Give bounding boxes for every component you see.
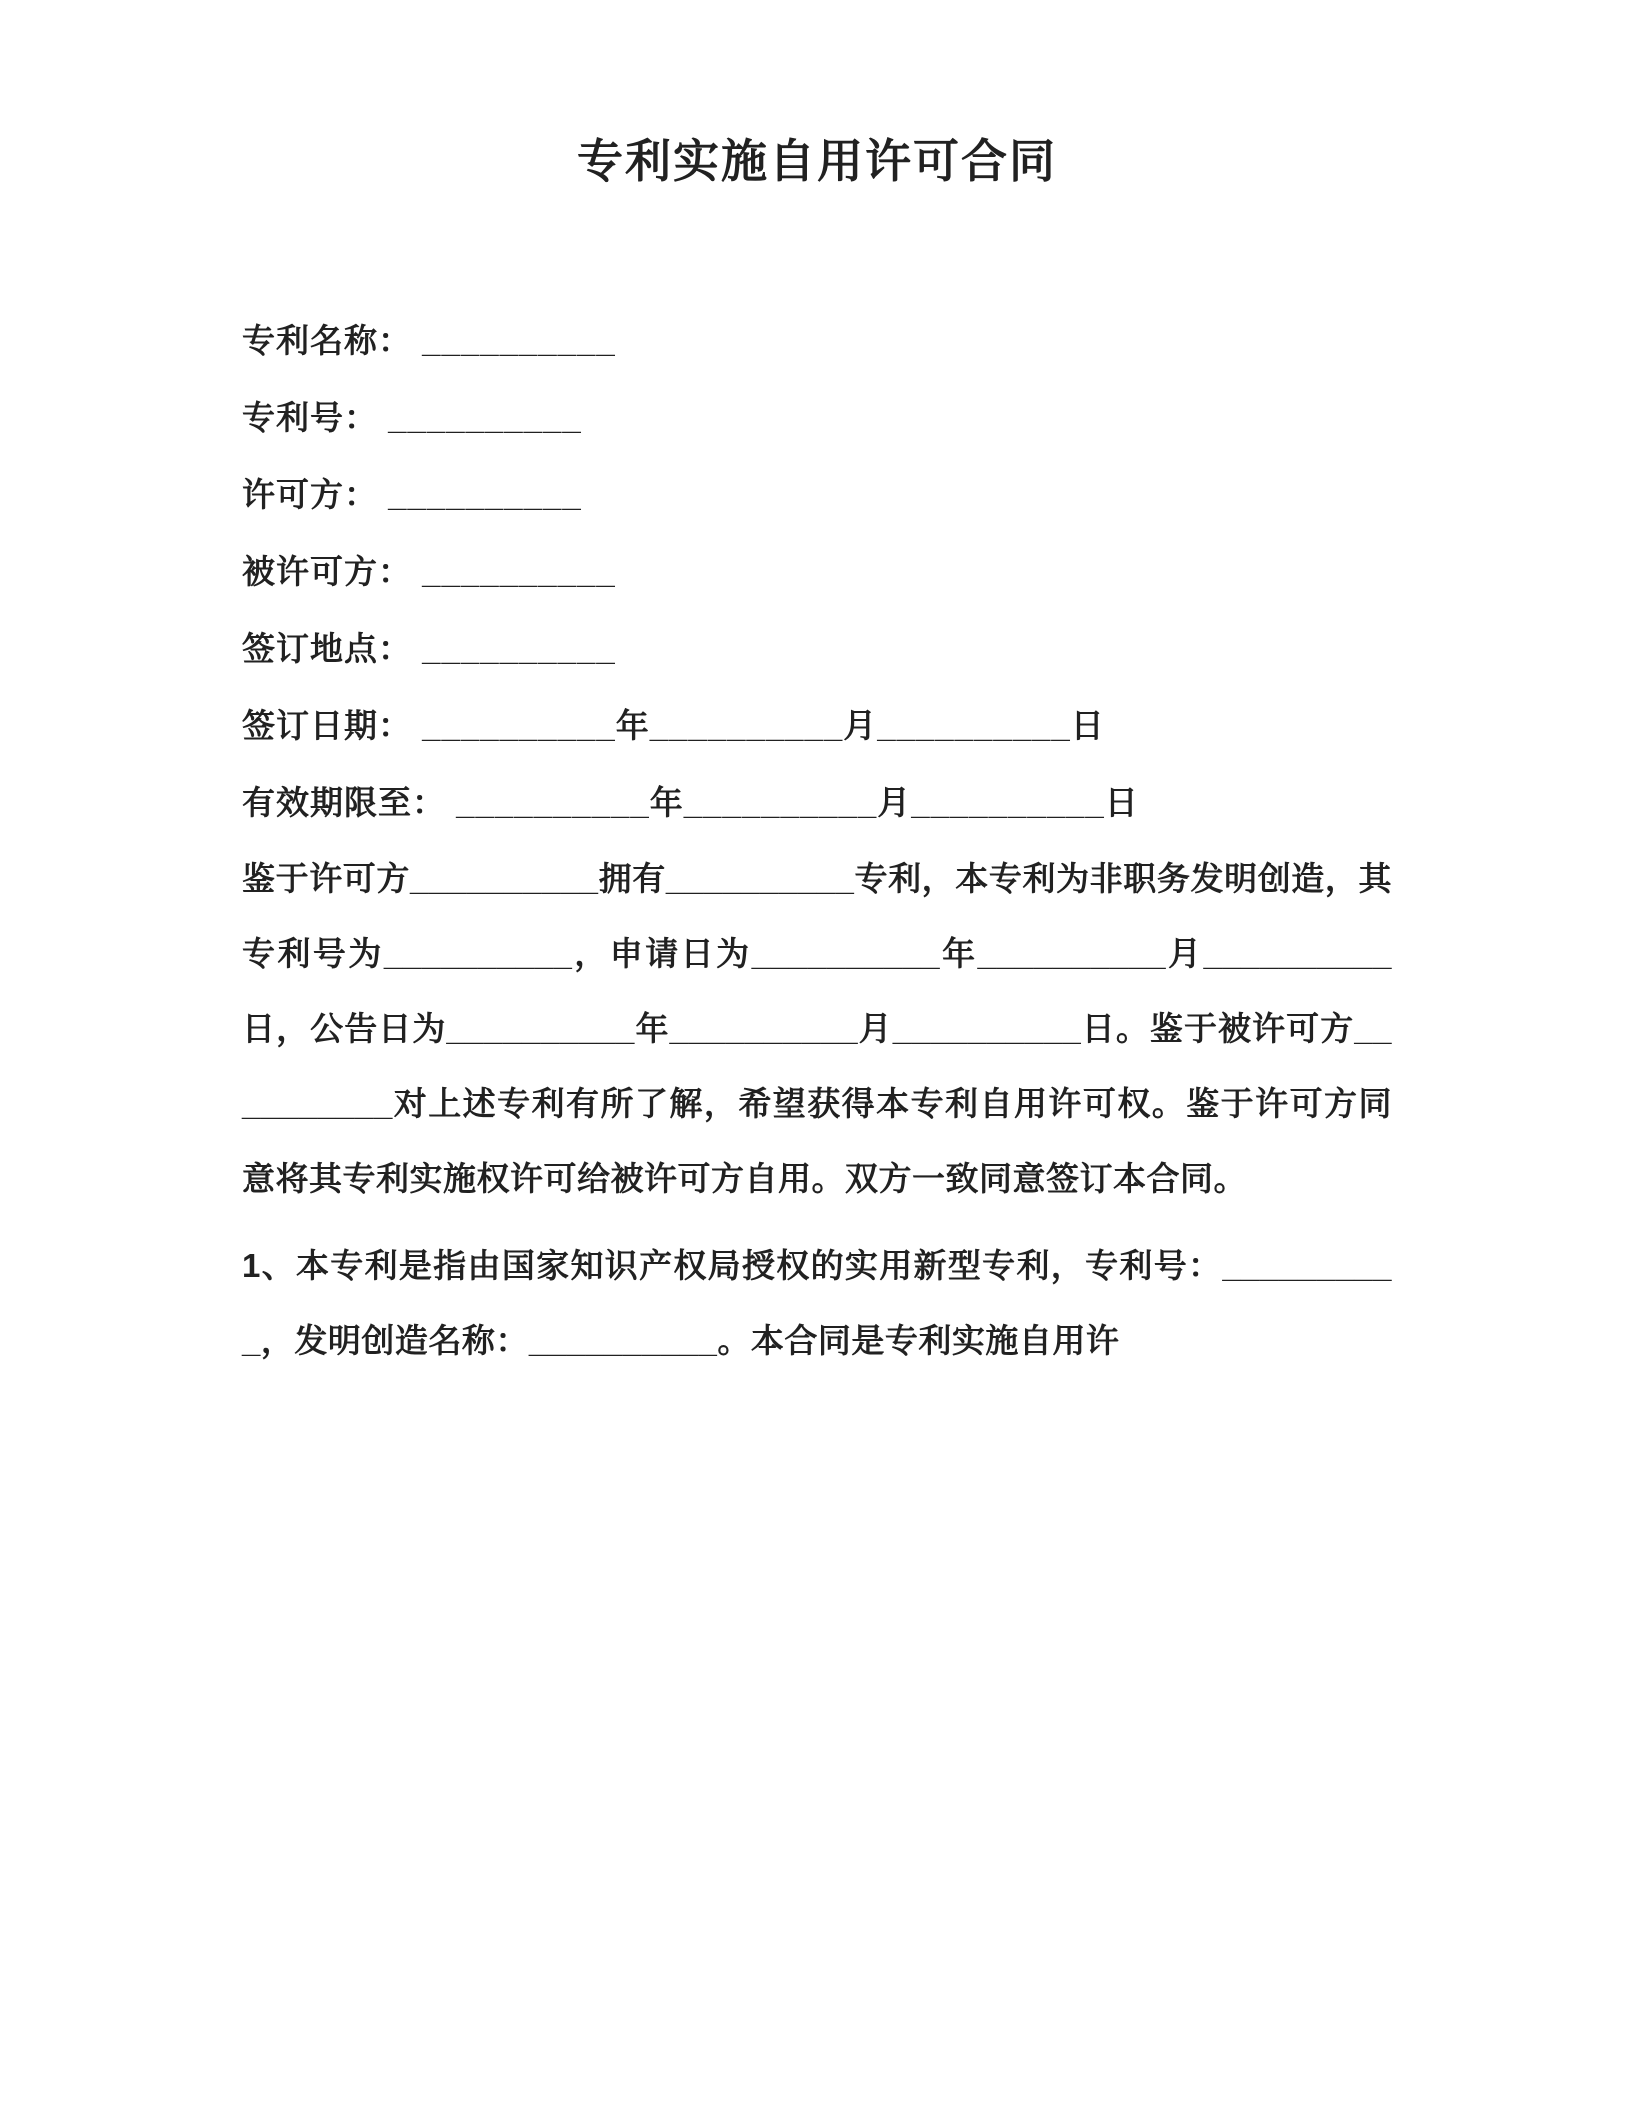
field-valid-until: 有效期限至： __________年__________月__________日 [242, 784, 1139, 821]
recitals-paragraph: 鉴于许可方__________拥有__________专利，本专利为非职务发明创造，其专利号为__________，申请日为__________年__________月__________日，公告日为__________年__________月__________日。鉴于被许可方__________对上述专利有所了解，希望获得本专利自用许可权。鉴于许可方同意将其专利实施权许可给被许可方自用。双方一致同意签订本合同。 [242, 860, 1392, 1197]
field-licensee: 被许可方： __________ [242, 553, 616, 590]
document-title: 专利实施自用许可合同 [577, 135, 1057, 187]
field-signing-place: 签订地点： __________ [242, 630, 616, 667]
field-patent-number: 专利号： __________ [242, 399, 582, 436]
field-signing-date: 签订日期： __________年__________月__________日 [242, 707, 1105, 744]
field-list [242, 302, 1392, 841]
field-patent-name: 专利名称： __________ [242, 322, 616, 359]
field-licensor: 许可方： __________ [242, 476, 582, 513]
clause-1-paragraph: 1、本专利是指由国家知识产权局授权的实用新型专利，专利号：__________，发明创造名称：__________。本合同是专利实施自用许 [242, 1247, 1392, 1359]
